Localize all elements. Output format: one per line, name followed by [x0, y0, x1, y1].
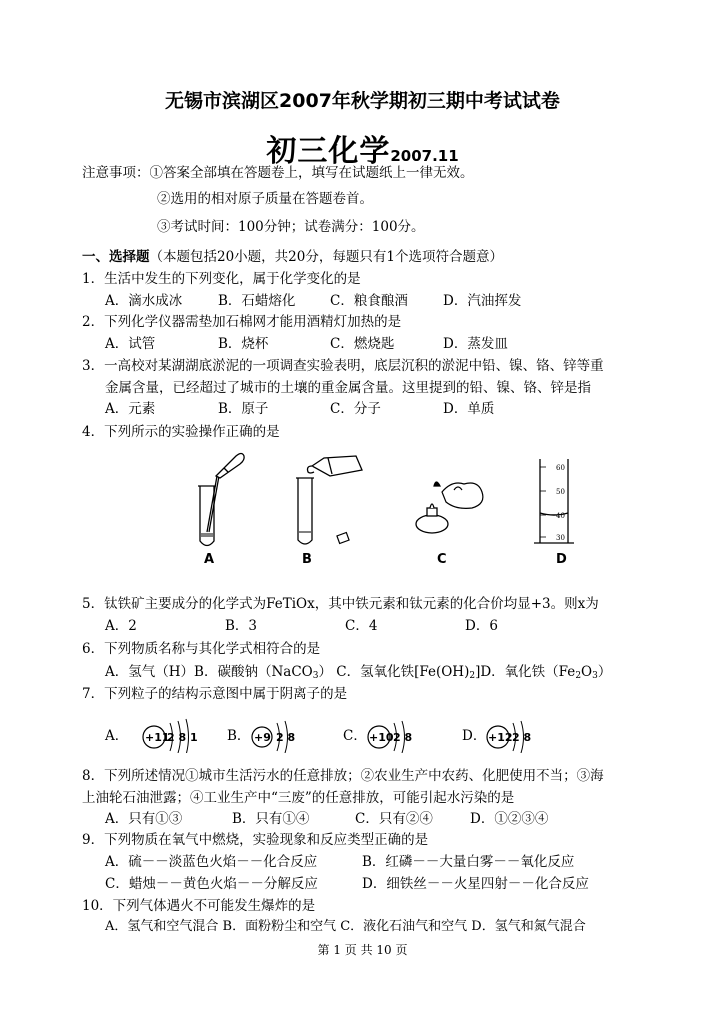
subject-name: 初三化学	[266, 134, 391, 169]
q7-option-b-label: B．	[227, 728, 251, 744]
q2-option-b: B．烧杯	[218, 336, 269, 352]
q7-nucleus-b: +9	[254, 731, 271, 744]
q6-option-a: A．氢气（H）	[105, 664, 195, 680]
q8-option-a: A．只有①③	[105, 811, 183, 827]
q7-electrons-b: 2 8	[276, 731, 296, 744]
tick-label-30: 30	[556, 534, 565, 542]
q4-stem: 4．下列所示的实验操作正确的是	[82, 424, 280, 440]
note-1: ①答案全部填在答题卷上，填写在试题纸上一律无效。	[149, 165, 474, 181]
section-label: 一、选择题	[82, 249, 150, 265]
q5-option-b: B．3	[225, 618, 258, 634]
q1-option-a: A．滴水成冰	[105, 293, 183, 309]
tick-label-60: 60	[556, 464, 565, 472]
q9-option-c: C．蜡烛－－黄色火焰－－分解反应	[105, 876, 318, 892]
note-3: ③考试时间：100分钟；试卷满分：100分。	[157, 219, 425, 235]
q2-stem: 2．下列化学仪器需垫加石棉网才能用酒精灯加热的是	[82, 314, 402, 330]
q2-option-d: D．蒸发皿	[443, 336, 508, 352]
q7-stem: 7．下列粒子的结构示意图中属于阴离子的是	[82, 686, 348, 702]
lamp-c	[416, 504, 448, 533]
q5-stem: 5．钛铁矿主要成分的化学式为FeTiOx，其中铁元素和钛元素的化合价均显+3。则x为	[82, 596, 599, 612]
q7-option-a-label: A．	[105, 728, 129, 744]
q8-stem-line-2: 上油轮石油泄露；④工业生产中“三废”的任意排放，可能引起水污染的是	[82, 790, 515, 806]
q10-options: A．氢气和空气混合 B．面粉粉尘和空气 C．液化石油气和空气 D．氢气和氮气混合	[105, 919, 586, 934]
q3-option-d: D．单质	[443, 401, 495, 417]
q9-option-b: B．红磷－－大量白雾－－氧化反应	[362, 854, 575, 870]
q7-option-d-label: D．	[462, 728, 487, 744]
exam-title: 无锡市滨湖区2007年秋学期初三期中考试试卷	[165, 90, 560, 112]
q8-option-c: C．只有②④	[355, 811, 433, 827]
figure-c-alcohol-lamp	[412, 470, 497, 550]
reagent-bottle	[308, 456, 363, 476]
figure-a-dropper-inside-tube	[190, 448, 260, 548]
q3-option-c: C．分子	[330, 401, 381, 417]
q8-stem-line-1: 8．下列所述情况①城市生活污水的任意排放；②农业生产中农药、化肥使用不当；③海	[82, 768, 604, 784]
lamp-c-second	[434, 482, 483, 508]
q1-option-d: D．汽油挥发	[443, 293, 522, 309]
q6-stem: 6．下列物质名称与其化学式相符合的是	[82, 641, 321, 657]
test-tube-b	[296, 478, 314, 544]
q6-option-d: D．氧化铁$(Fe_2O_3)$	[480, 664, 612, 681]
q7-nucleus-a: +11	[145, 731, 170, 744]
q3-option-b: B．原子	[218, 401, 269, 417]
figure-d-graduated-cylinder	[520, 455, 590, 550]
q5-option-c: C．4	[345, 618, 378, 634]
figure-a-label: A	[204, 552, 215, 567]
bottle-stopper	[337, 533, 349, 544]
q7-electrons-c: 2 8	[393, 731, 413, 744]
q7-nucleus-c: +10	[369, 731, 394, 744]
q7-option-c-label: C．	[343, 728, 367, 744]
q9-option-d: D．细铁丝－－火星四射－－化合反应	[362, 876, 589, 892]
q6-option-c: C．氢氧化铁$[Fe(OH)_2]$	[336, 664, 481, 681]
q5-option-a: A．2	[105, 618, 137, 634]
q2-option-c: C．燃烧匙	[330, 336, 395, 352]
q3-stem-line-1: 3．一高校对某湖湖底淤泥的一项调查实验表明，底层沉积的淤泥中铅、镍、铬、锌等重	[82, 358, 604, 374]
page-footer: 第 1 页 共 10 页	[317, 943, 408, 957]
q7-nucleus-d: +12	[488, 731, 513, 744]
q6-option-b: B．碳酸钠（NaCO$_3$）	[194, 664, 332, 681]
figure-b-pouring-liquid	[288, 444, 368, 548]
q9-option-a: A．硫－－淡蓝色火焰－－化合反应	[105, 854, 318, 870]
note-2: ②选用的相对原子质量在答题卷首。	[157, 191, 373, 207]
notes-line-1	[82, 164, 474, 182]
q7-electrons-a: 2 8 1	[167, 731, 198, 744]
q7-electrons-d: 2 8	[512, 731, 532, 744]
q8-option-b: B．只有①④	[232, 811, 310, 827]
notes-label: 注意事项：	[82, 165, 150, 181]
tick-label-40: 40	[556, 512, 565, 520]
exam-date: 2007.11	[390, 147, 459, 165]
q3-option-a: A．元素	[105, 401, 156, 417]
section-desc: （本题包括20小题，共20分，每题只有1个选项符合题意）	[149, 249, 503, 265]
q6-options-line	[105, 663, 611, 685]
figure-c-label: C	[437, 552, 447, 567]
q2-option-a: A．试管	[105, 336, 156, 352]
q1-stem: 1．生活中发生的下列变化，属于化学变化的是	[82, 271, 361, 287]
q10-stem: 10．下列气体遇火不可能发生爆炸的是	[82, 898, 316, 914]
cylinder-scale	[540, 467, 546, 537]
q1-option-b: B．石蜡熔化	[218, 293, 296, 309]
q5-option-d: D．6	[465, 618, 498, 634]
q9-stem: 9．下列物质在氧气中燃烧，实验现象和反应类型正确的是	[82, 832, 429, 848]
tick-label-50: 50	[556, 488, 565, 496]
q8-option-d: D．①②③④	[470, 811, 549, 827]
figure-d-label: D	[556, 552, 567, 567]
section-heading	[82, 248, 503, 266]
q1-option-c: C．粮食酿酒	[330, 293, 408, 309]
cylinder-d	[534, 459, 574, 543]
q3-stem-line-2: 金属含量，已经超过了城市的土壤的重金属含量。这里提到的铅、镍、铬、锌是指	[105, 380, 591, 396]
dropper-a	[207, 454, 244, 533]
figure-b-label: B	[302, 552, 312, 567]
